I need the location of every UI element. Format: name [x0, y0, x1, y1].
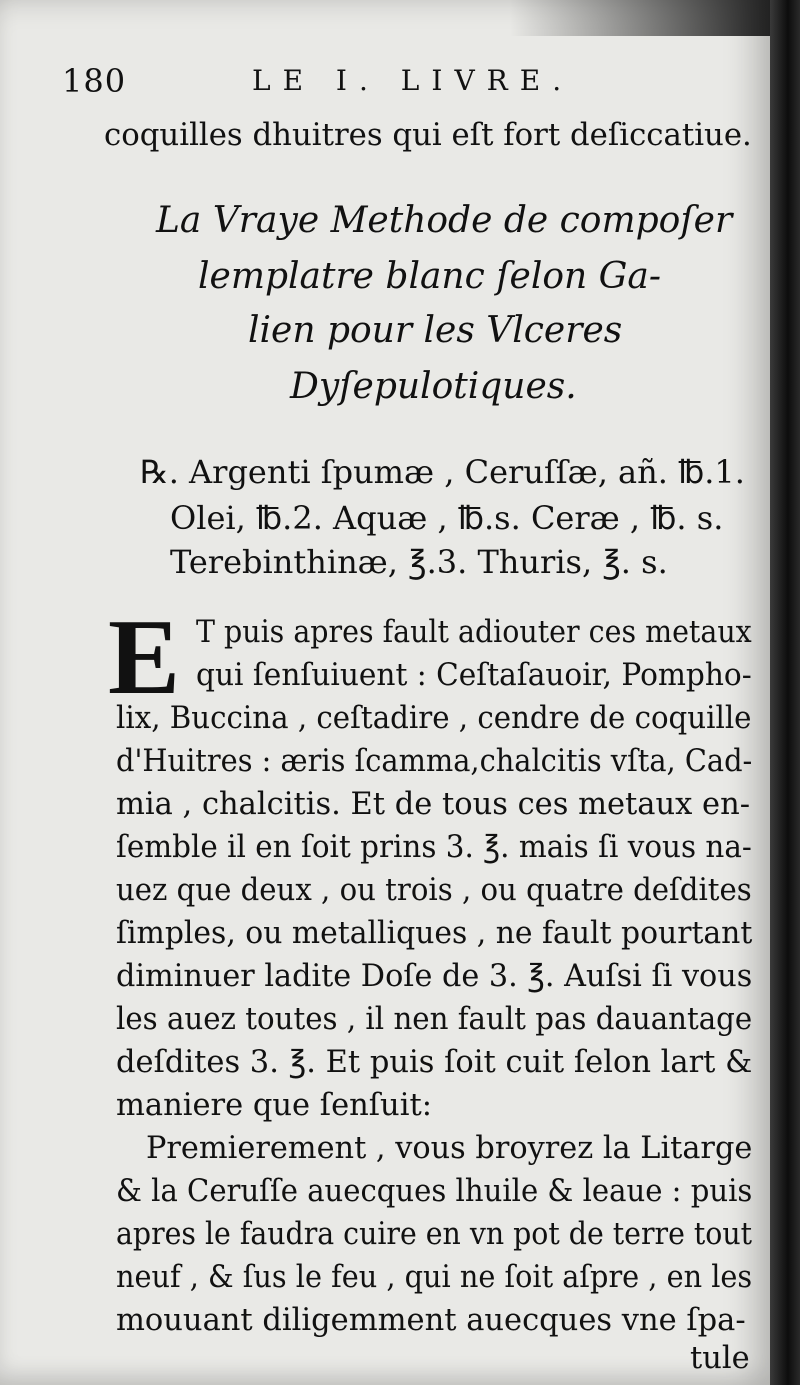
title-line-2: lemplatre blanc ſelon Ga- [198, 256, 662, 297]
recipe-line-2: Olei, ℔.2. Aquæ , ℔.s. Ceræ , ℔. s. [170, 499, 724, 537]
body-line-1: T puis apres fault adiouter ces metaux [196, 615, 752, 650]
body-line-6: ſemble il en ſoit prins 3. ℥. mais ſi vous na- [116, 830, 752, 865]
body-line-4: d'Huitres : æris ſcamma,chalcitis vſta, Cad- [116, 744, 753, 779]
body-line-14: & la Ceruſſe auecques lhuile & leaue : puis [116, 1174, 753, 1209]
page-top-shadow [510, 0, 770, 36]
title-line-1: La Vraye Methode de compoſer [156, 200, 733, 241]
page-number: 180 [62, 62, 127, 100]
body-line-16: neuf , & ſus le feu , qui ne ſoit aſpre , en les [116, 1260, 753, 1295]
recipe-line-3: Terebinthinæ, ℥.3. Thuris, ℥. s. [170, 543, 668, 581]
body-line-8: ſimples, ou metalliques , ne fault pourtant [116, 916, 753, 951]
body-line-3: lix, Buccina , ceſtadire , cendre de coquille [116, 701, 752, 736]
book-gutter [770, 0, 800, 1385]
running-head: LE I. LIVRE. [252, 64, 574, 97]
body-line-2: qui ſenſuiuent : Ceſtaſauoir, Pompho- [196, 658, 752, 693]
body-line-10: les auez toutes , il nen fault pas dauantage [116, 1002, 753, 1037]
body-line-7: uez que deux , ou trois , ou quatre deſdites [116, 873, 752, 908]
title-line-3: lien pour les Vlceres [248, 310, 623, 351]
body-line-18: tule [690, 1341, 750, 1376]
body-line-15: apres le faudra cuire en vn pot de terre tout [116, 1217, 753, 1252]
page-header [62, 62, 742, 102]
title-line-4: Dyſepulotiques. [290, 366, 577, 407]
body-line-5: mia , chalcitis. Et de tous ces metaux en- [116, 787, 751, 822]
opening-line: coquilles dhuitres qui eſt fort deſiccatiue. [104, 117, 752, 153]
body-line-17: mouuant diligemment auecques vne ſpa- [116, 1303, 746, 1338]
drop-cap: E [108, 598, 181, 717]
body-line-9: diminuer ladite Doſe de 3. ℥. Auſsi ſi vous [116, 959, 753, 994]
recipe-line-1: ℞. Argenti ſpumæ , Ceruſſæ, añ. ℔.1. [140, 453, 745, 491]
body-line-11: deſdites 3. ℥. Et puis ſoit cuit ſelon lart & [116, 1045, 753, 1080]
body-line-13: Premierement , vous broyrez la Litarge [146, 1131, 753, 1166]
body-line-12: maniere que ſenſuit: [116, 1088, 432, 1123]
